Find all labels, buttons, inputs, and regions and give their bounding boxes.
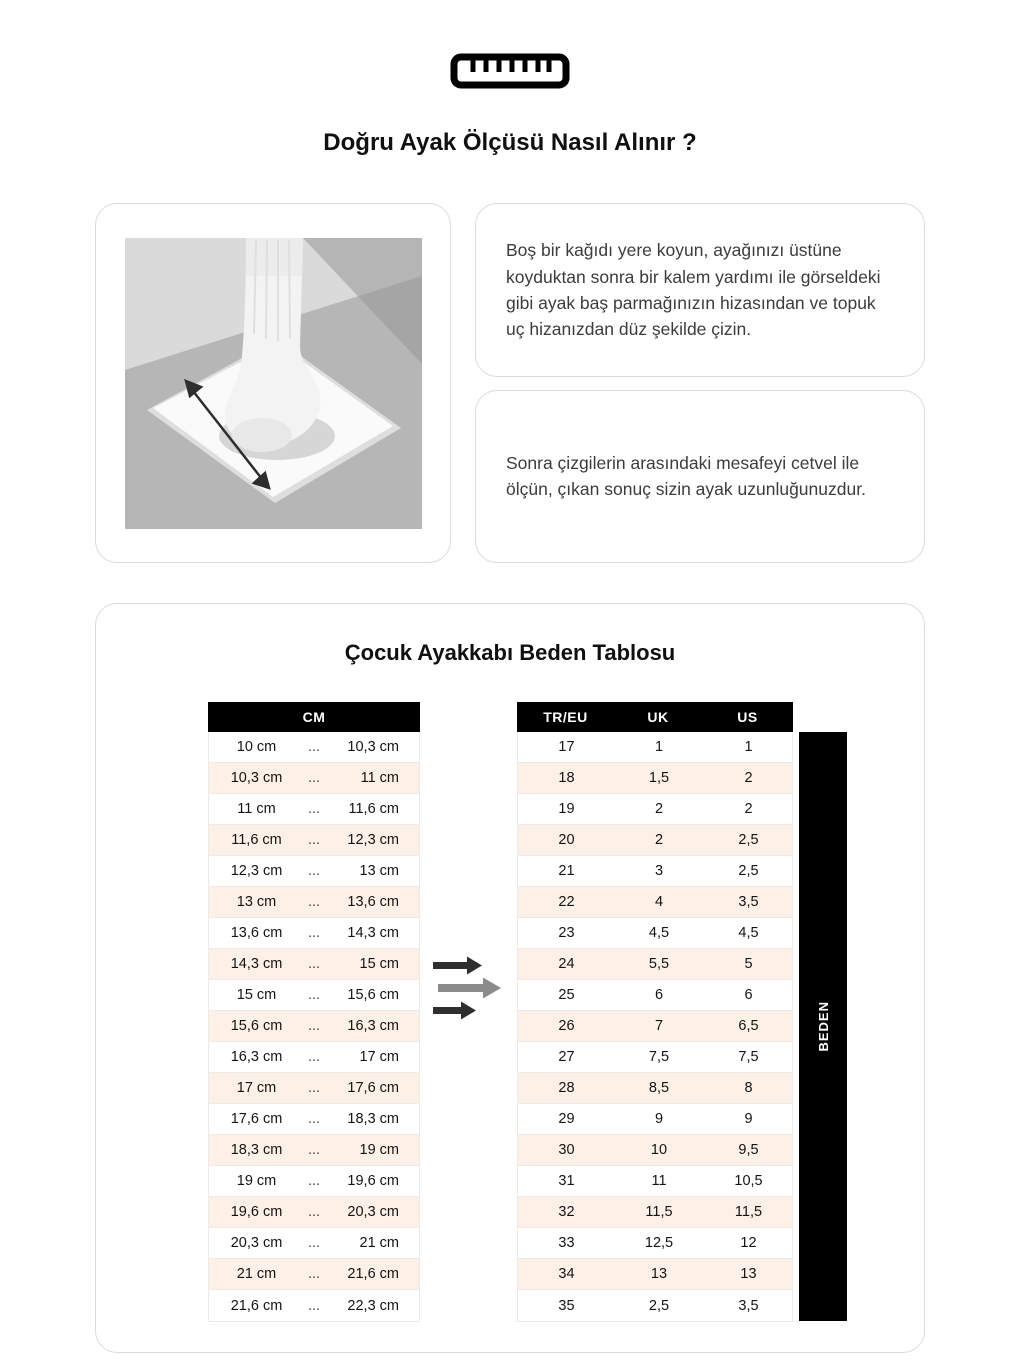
- size-table-row: [518, 918, 792, 949]
- size-cell-uk: 1: [654, 739, 664, 755]
- size-cell-tr-eu: 29: [558, 1111, 575, 1127]
- size-table-row: [518, 1290, 792, 1321]
- size-cell-uk: 3: [654, 863, 664, 879]
- size-cell-tr-eu: 32: [558, 1204, 575, 1220]
- cm-cell-from: 17,6 cm: [230, 1111, 283, 1127]
- cm-table-row: [209, 856, 419, 887]
- size-table-row: [518, 825, 792, 856]
- size-cell-us: 2,5: [738, 863, 759, 879]
- cm-cell-to: 11,6 cm: [348, 801, 399, 817]
- size-cell-tr-eu: 17: [558, 739, 575, 755]
- cm-cell-dots: ...: [307, 1204, 321, 1220]
- foot-measurement-photo: [125, 238, 422, 529]
- cm-cell-to: 13 cm: [359, 863, 399, 879]
- cm-cell-from: 17 cm: [236, 1080, 277, 1096]
- cm-table-row: [209, 825, 419, 856]
- cm-cell-dots: ...: [307, 1111, 321, 1127]
- size-cell-us: 9,5: [738, 1142, 759, 1158]
- size-cell-uk: 10: [650, 1142, 668, 1158]
- size-cell-uk: 11,5: [645, 1204, 673, 1220]
- size-cell-tr-eu: 22: [558, 894, 575, 910]
- cm-cell-to: 22,3 cm: [347, 1297, 399, 1314]
- cm-cell-to: 17 cm: [359, 1049, 399, 1065]
- size-table-row: [518, 763, 792, 794]
- cm-cell-from: 15 cm: [236, 987, 277, 1003]
- cm-cell-dots: ...: [307, 801, 321, 817]
- size-table-row: [518, 794, 792, 825]
- cm-cell-from: 12,3 cm: [230, 863, 283, 879]
- cm-cell-dots: ...: [307, 739, 321, 755]
- cm-cell-dots: ...: [307, 1080, 321, 1096]
- cm-table-header: CM: [208, 702, 420, 732]
- instruction-step-2-card: [475, 390, 925, 564]
- cm-table: [208, 702, 420, 1322]
- size-chart-tables: [96, 702, 924, 1322]
- size-table-row: [518, 1135, 792, 1166]
- cm-cell-from: 10 cm: [236, 739, 277, 755]
- cm-cell-from: 10,3 cm: [230, 770, 283, 786]
- instruction-step-2-text: Sonra çizgilerin arasındaki mesafeyi cetvel ile ölçün, çıkan sonuç sizin ayak uzunluğunuzdur.: [506, 453, 866, 500]
- size-cell-us: 5: [744, 956, 753, 972]
- cm-cell-to: 21,6 cm: [347, 1266, 399, 1282]
- instructions-section: [95, 203, 925, 563]
- cm-cell-to: 14,3 cm: [347, 925, 399, 941]
- size-table-header-uk: UK: [647, 709, 669, 725]
- cm-cell-dots: ...: [307, 894, 321, 910]
- size-cell-us: 12: [740, 1235, 757, 1251]
- cm-cell-from: 11 cm: [237, 801, 276, 817]
- size-table-header-row: [517, 702, 793, 732]
- measurement-photo-card: [95, 203, 451, 563]
- size-table-body: [517, 732, 793, 1322]
- size-cell-uk: 4,5: [648, 925, 670, 941]
- size-table-row: [518, 1166, 792, 1197]
- size-table-row: [518, 949, 792, 980]
- cm-cell-to: 11 cm: [360, 770, 399, 786]
- cm-cell-to: 21 cm: [359, 1235, 399, 1251]
- size-cell-tr-eu: 34: [558, 1266, 575, 1282]
- size-table-row: [518, 980, 792, 1011]
- cm-table-row: [209, 1042, 419, 1073]
- size-cell-uk: 7: [654, 1018, 664, 1034]
- size-table-row: [518, 887, 792, 918]
- size-cell-us: 2: [744, 770, 753, 786]
- size-cell-uk: 7,5: [648, 1049, 670, 1065]
- size-cell-tr-eu: 35: [558, 1297, 575, 1314]
- cm-table-row: [209, 1135, 419, 1166]
- size-cell-tr-eu: 30: [558, 1142, 575, 1158]
- cm-cell-from: 15,6 cm: [230, 1018, 283, 1034]
- cm-cell-to: 10,3 cm: [347, 739, 399, 755]
- cm-cell-to: 16,3 cm: [347, 1018, 399, 1034]
- size-cell-tr-eu: 33: [558, 1235, 575, 1251]
- cm-table-row: [209, 1290, 419, 1321]
- cm-cell-dots: ...: [307, 863, 321, 879]
- cm-cell-from: 20,3 cm: [230, 1235, 283, 1251]
- cm-cell-to: 19 cm: [359, 1142, 399, 1158]
- cm-table-row: [209, 887, 419, 918]
- size-cell-uk: 2: [654, 801, 664, 817]
- size-table-row: [518, 1197, 792, 1228]
- size-cell-tr-eu: 27: [558, 1049, 575, 1065]
- cm-table-row: [209, 732, 419, 763]
- cm-cell-dots: ...: [307, 1142, 321, 1158]
- size-cell-us: 7,5: [738, 1049, 759, 1065]
- size-cell-us: 2: [744, 801, 753, 817]
- size-cell-uk: 4: [654, 894, 664, 910]
- cm-table-row: [209, 1073, 419, 1104]
- instruction-step-1-card: [475, 203, 925, 377]
- cm-cell-dots: ...: [307, 1018, 321, 1034]
- size-table-row: [518, 1042, 792, 1073]
- cm-cell-to: 15,6 cm: [347, 987, 399, 1003]
- size-cell-us: 4,5: [738, 925, 759, 941]
- beden-side-label: BEDEN: [815, 1001, 831, 1052]
- size-cell-tr-eu: 31: [558, 1173, 575, 1189]
- size-cell-uk: 2,5: [648, 1297, 670, 1314]
- size-cell-uk: 5,5: [648, 956, 670, 972]
- size-table-row: [518, 732, 792, 763]
- cm-cell-to: 20,3 cm: [347, 1204, 399, 1220]
- cm-cell-to: 17,6 cm: [347, 1080, 399, 1096]
- size-table-row: [518, 856, 792, 887]
- cm-cell-dots: ...: [307, 1173, 321, 1189]
- size-cell-tr-eu: 19: [558, 801, 575, 817]
- cm-cell-dots: ...: [307, 956, 321, 972]
- conversion-arrows-wrap: [420, 952, 517, 1029]
- size-cell-us: 9: [744, 1111, 753, 1127]
- cm-cell-to: 15 cm: [359, 956, 399, 972]
- cm-table-row: [209, 763, 419, 794]
- cm-cell-from: 16,3 cm: [230, 1049, 283, 1065]
- size-cell-uk: 1,5: [648, 770, 670, 786]
- cm-table-row: [209, 1011, 419, 1042]
- size-cell-tr-eu: 18: [558, 770, 575, 786]
- cm-cell-dots: ...: [307, 832, 321, 848]
- size-conversion-table: [517, 702, 793, 1322]
- size-cell-uk: 6: [654, 987, 664, 1003]
- size-cell-us: 10,5: [734, 1173, 763, 1189]
- cm-cell-from: 13 cm: [236, 894, 277, 910]
- size-chart-title: Çocuk Ayakkabı Beden Tablosu: [344, 640, 676, 665]
- right-arrows-icon: [433, 952, 505, 1029]
- size-cell-us: 2,5: [738, 832, 759, 848]
- cm-table-row: [209, 949, 419, 980]
- size-chart-card: [95, 603, 925, 1353]
- size-cell-tr-eu: 23: [558, 925, 575, 941]
- size-table-row: [518, 1104, 792, 1135]
- cm-cell-from: 14,3 cm: [230, 956, 283, 972]
- cm-cell-from: 21,6 cm: [230, 1297, 283, 1314]
- cm-cell-dots: ...: [307, 987, 321, 1003]
- size-cell-uk: 12,5: [644, 1235, 674, 1251]
- size-cell-us: 11,5: [734, 1204, 763, 1220]
- beden-side-bar: [799, 732, 847, 1321]
- cm-cell-dots: ...: [307, 1049, 321, 1065]
- size-cell-uk: 13: [650, 1266, 668, 1282]
- cm-table-body: [208, 732, 420, 1322]
- size-cell-us: 1: [744, 739, 753, 755]
- cm-cell-dots: ...: [307, 770, 321, 786]
- size-table-header-us: US: [737, 709, 758, 725]
- size-cell-tr-eu: 26: [558, 1018, 575, 1034]
- cm-cell-dots: ...: [307, 1297, 321, 1314]
- size-cell-us: 8: [744, 1080, 753, 1096]
- cm-table-row: [209, 1197, 419, 1228]
- ruler-icon: [449, 50, 571, 97]
- cm-table-row: [209, 1259, 419, 1290]
- size-table-row: [518, 1073, 792, 1104]
- header-icon-wrap: [0, 0, 1020, 97]
- cm-cell-to: 18,3 cm: [347, 1111, 399, 1127]
- size-cell-us: 13: [740, 1266, 757, 1282]
- instruction-steps: [475, 203, 925, 563]
- size-cell-uk: 8,5: [648, 1080, 670, 1096]
- size-table-row: [518, 1259, 792, 1290]
- cm-table-row: [209, 1228, 419, 1259]
- cm-table-row: [209, 1166, 419, 1197]
- cm-table-row: [209, 1104, 419, 1135]
- size-cell-tr-eu: 21: [558, 863, 575, 879]
- size-cell-us: 3,5: [738, 1297, 759, 1314]
- size-table-row: [518, 1011, 792, 1042]
- size-table-header-tr-eu: TR/EU: [543, 709, 588, 725]
- cm-cell-from: 19,6 cm: [230, 1204, 283, 1220]
- cm-cell-to: 19,6 cm: [347, 1173, 399, 1189]
- size-cell-tr-eu: 25: [558, 987, 575, 1003]
- cm-cell-from: 13,6 cm: [230, 925, 283, 941]
- instruction-step-1-text: Boş bir kağıdı yere koyun, ayağınızı üstüne koyduktan sonra bir kalem yardımı ile görseldeki gibi ayak baş parmağınızın hizasından ve topuk uç hizanızdan düz şekilde çizin.: [506, 240, 881, 339]
- cm-table-row: [209, 980, 419, 1011]
- size-cell-tr-eu: 24: [558, 956, 575, 972]
- size-cell-uk: 11: [651, 1173, 667, 1189]
- cm-cell-dots: ...: [307, 1235, 321, 1251]
- cm-cell-to: 13,6 cm: [347, 894, 399, 910]
- cm-cell-from: 18,3 cm: [230, 1142, 283, 1158]
- size-cell-uk: 9: [654, 1111, 664, 1127]
- size-table-row: [518, 1228, 792, 1259]
- page-title: Doğru Ayak Ölçüsü Nasıl Alınır ?: [323, 129, 697, 156]
- cm-table-row: [209, 794, 419, 825]
- size-cell-us: 3,5: [738, 894, 759, 910]
- size-cell-uk: 2: [654, 832, 664, 848]
- cm-cell-dots: ...: [307, 1266, 321, 1282]
- cm-cell-from: 19 cm: [236, 1173, 277, 1189]
- cm-cell-from: 11,6 cm: [231, 832, 282, 848]
- size-cell-us: 6: [744, 987, 753, 1003]
- size-cell-tr-eu: 28: [558, 1080, 575, 1096]
- size-cell-tr-eu: 20: [558, 832, 575, 848]
- cm-table-row: [209, 918, 419, 949]
- size-cell-us: 6,5: [738, 1018, 759, 1034]
- cm-cell-dots: ...: [307, 925, 321, 941]
- cm-cell-to: 12,3 cm: [347, 832, 399, 848]
- cm-cell-from: 21 cm: [236, 1266, 277, 1282]
